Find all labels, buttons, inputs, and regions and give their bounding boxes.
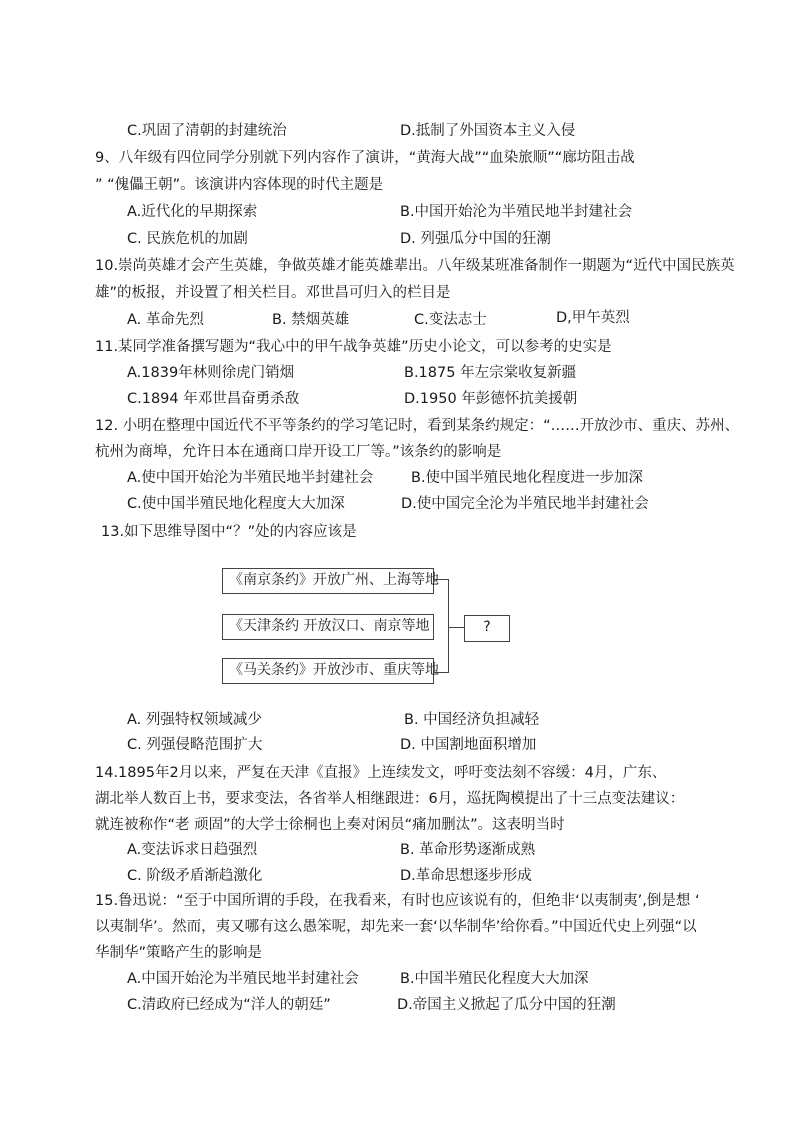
- q10-option-d: D,甲午英烈: [556, 310, 630, 326]
- q15-stem-line1: 15.鲁迅说：“至于中国所谓的手段，在我看来，有时也应该说有的，但绝非‘以夷制夷’,倒是想 ‘: [95, 893, 700, 909]
- q11-stem: 11.某同学准备撰写题为“我心中的甲午战争英雄”历史小论文，可以参考的史实是: [95, 339, 612, 355]
- q9-option-c: C. 民族危机的加剧: [127, 231, 248, 247]
- q14-option-b: B. 革命形势逐渐成熟: [400, 842, 536, 858]
- q13-stem: 13.如下思维导图中“？”处的内容应该是: [101, 524, 357, 540]
- q15-option-d: D.帝国主义掀起了瓜分中国的狂潮: [397, 997, 616, 1013]
- q10-option-a: A. 革命先烈: [127, 312, 204, 328]
- q9-option-b: B.中国开始沦为半殖民地半封建社会: [400, 204, 633, 220]
- q9-stem-line2: ” “傀儡王朝”。该演讲内容体现的时代主题是: [95, 177, 384, 193]
- mind-map-result: ?: [464, 615, 510, 642]
- mind-map-item-nanjing: 《南京条约》开放广州、上海等地: [222, 568, 434, 594]
- q14-stem-line3: 就连被称作“老 顽固”的大学士徐桐也上奏对闲员“痛加删汰”。这表明当时: [95, 817, 565, 833]
- q11-option-c: C.1894 年邓世昌奋勇杀敌: [127, 391, 300, 407]
- q12-option-d: D.使中国完全沦为半殖民地半封建社会: [401, 496, 649, 512]
- q10-stem-line1: 10.崇尚英雄才会产生英雄，争做英雄才能英雄辈出。八年级某班准备制作一期题为“近代中国民族英: [95, 258, 735, 274]
- q14-option-c: C. 阶级矛盾渐趋激化: [127, 868, 263, 884]
- mind-map-connector: [448, 627, 464, 628]
- q9-option-d: D. 列强瓜分中国的狂潮: [400, 231, 551, 247]
- q10-option-c: C.变法志士: [414, 312, 487, 328]
- q11-option-a: A.1839年林则徐虎门销烟: [127, 365, 295, 381]
- q10-option-b: B. 禁烟英雄: [272, 312, 350, 328]
- q13-option-b: B. 中国经济负担减轻: [404, 712, 540, 728]
- q15-stem-line3: 华制华”策略产生的影响是: [95, 945, 263, 961]
- q8-option-c: C.巩固了清朝的封建统治: [127, 123, 287, 139]
- mind-map-item-tianjin: 《天津条约 开放汉口、南京等地: [222, 614, 434, 640]
- q13-option-a: A. 列强特权领域减少: [127, 712, 262, 728]
- q14-option-a: A.变法诉求日趋强烈: [127, 842, 258, 858]
- q14-option-d: D.革命思想逐步形成: [400, 868, 532, 884]
- mind-map-item-maguan: 《马关条约》开放沙市、重庆等地: [222, 658, 434, 684]
- q12-option-a: A.使中国开始沦为半殖民地半封建社会: [127, 470, 374, 486]
- q12-stem-line1: 12. 小明在整理中国近代不平等条约的学习笔记时，看到某条约规定：“……开放沙市、重庆、苏州、: [95, 418, 740, 434]
- q15-stem-line2: 以夷制华’。然而，夷又哪有这么愚笨呢，却先来一套‘以华制华’给你看。”中国近代史上列强“以: [95, 919, 697, 935]
- q12-option-b: B.使中国半殖民地化程度进一步加深: [411, 470, 644, 486]
- q14-stem-line2: 湖北举人数百上书，要求变法，各省举人相继跟进：6月，巡抚陶模提出了十三点变法建议：: [95, 791, 685, 807]
- q13-option-d: D. 中国割地面积增加: [400, 737, 537, 753]
- q11-option-d: D.1950 年彭德怀抗美援朝: [404, 391, 578, 407]
- q8-option-d: D.抵制了外国资本主义入侵: [400, 123, 576, 139]
- q11-option-b: B.1875 年左宗棠收复新疆: [404, 365, 577, 381]
- q10-stem-line2: 雄”的板报，并设置了相关栏目。邓世昌可归入的栏目是: [95, 285, 451, 301]
- q9-stem-line1: 9、八年级有四位同学分别就下列内容作了演讲，“黄海大战”“血染旅顺”“廊坊阻击战: [95, 150, 635, 166]
- q13-option-c: C. 列强侵略范围扩大: [127, 737, 263, 753]
- q15-option-a: A.中国开始沦为半殖民地半封建社会: [127, 971, 359, 987]
- q15-option-b: B.中国半殖民化程度大大加深: [400, 971, 589, 987]
- q14-stem-line1: 14.1895年2月以来，严复在天津《直报》上连续发文，呼吁变法刻不容缓：4月，广东、: [95, 765, 667, 781]
- q9-option-a: A.近代化的早期探索: [127, 204, 258, 220]
- mind-map-bracket: [434, 579, 449, 673]
- q12-stem-line2: 杭州为商埠，允许日本在通商口岸开设工厂等。”该条约的影响是: [95, 444, 502, 460]
- q12-option-c: C.使中国半殖民地化程度大大加深: [127, 496, 345, 512]
- q15-option-c: C.清政府已经成为“洋人的朝廷”: [127, 997, 331, 1013]
